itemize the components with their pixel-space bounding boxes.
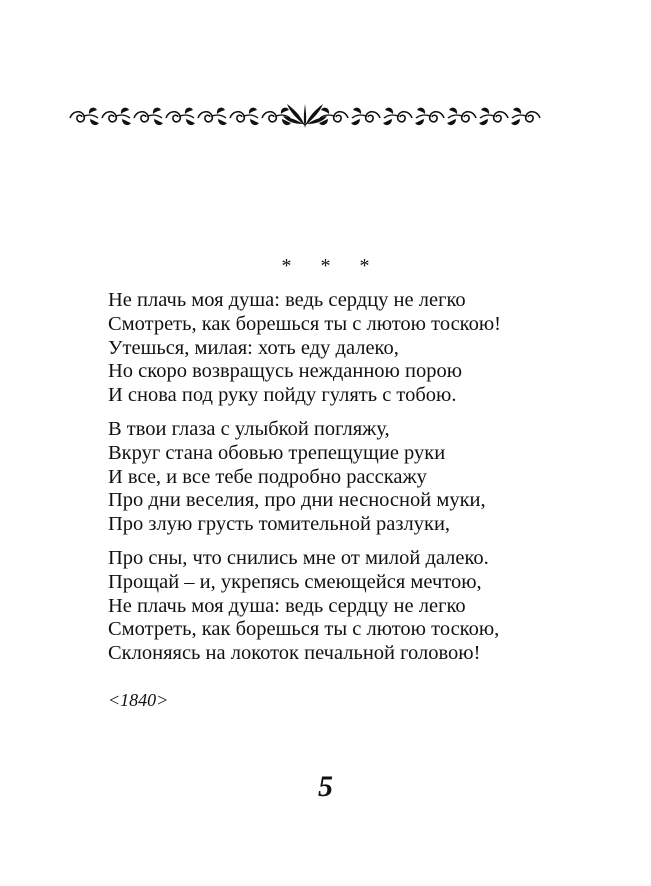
poem-line: Прощай – и, укрепясь смеющейся мечтою, [108,570,482,593]
poem-line: Не плачь моя душа: ведь сердцу не легко [108,594,466,617]
poem-line: Про злую грусть томительной разлуки, [108,513,451,536]
poem-line: Смотреть, как борешься ты с лютою тоскою! [108,312,501,335]
page-number: 5 [318,770,333,803]
poem-line: Склоняясь на локоток печальной головою! [108,642,481,665]
poem-line: Не плачь моя душа: ведь сердцу не легко [108,289,466,311]
poem-line: Но скоро возвращусь нежданною порою [108,360,463,383]
stanza [108,418,608,537]
section-separator: * * * [281,255,382,277]
poem-line: Про сны, что снились мне от милой далеко. [108,546,489,569]
poem-date: <1840> [108,690,169,710]
poem-line: Смотреть, как борешься ты с лютою тоскою, [108,618,500,641]
poem-line: И все, и все тебе подробно расскажу [108,465,427,488]
poem-line: Утешься, милая: хоть еду далеко, [108,336,399,359]
stanza [108,289,608,408]
poem [108,289,608,676]
poem-line: И снова под руку пойду гулять с тобою. [108,384,457,407]
poem-line: В твои глаза с улыбкой погляжу, [108,417,390,440]
floral-ornament-icon [68,98,542,134]
stanza [108,547,608,666]
poem-line: Вкруг стана обовью трепещущие руки [108,441,446,464]
poem-line: Про дни веселия, про дни несносной муки, [108,489,486,512]
